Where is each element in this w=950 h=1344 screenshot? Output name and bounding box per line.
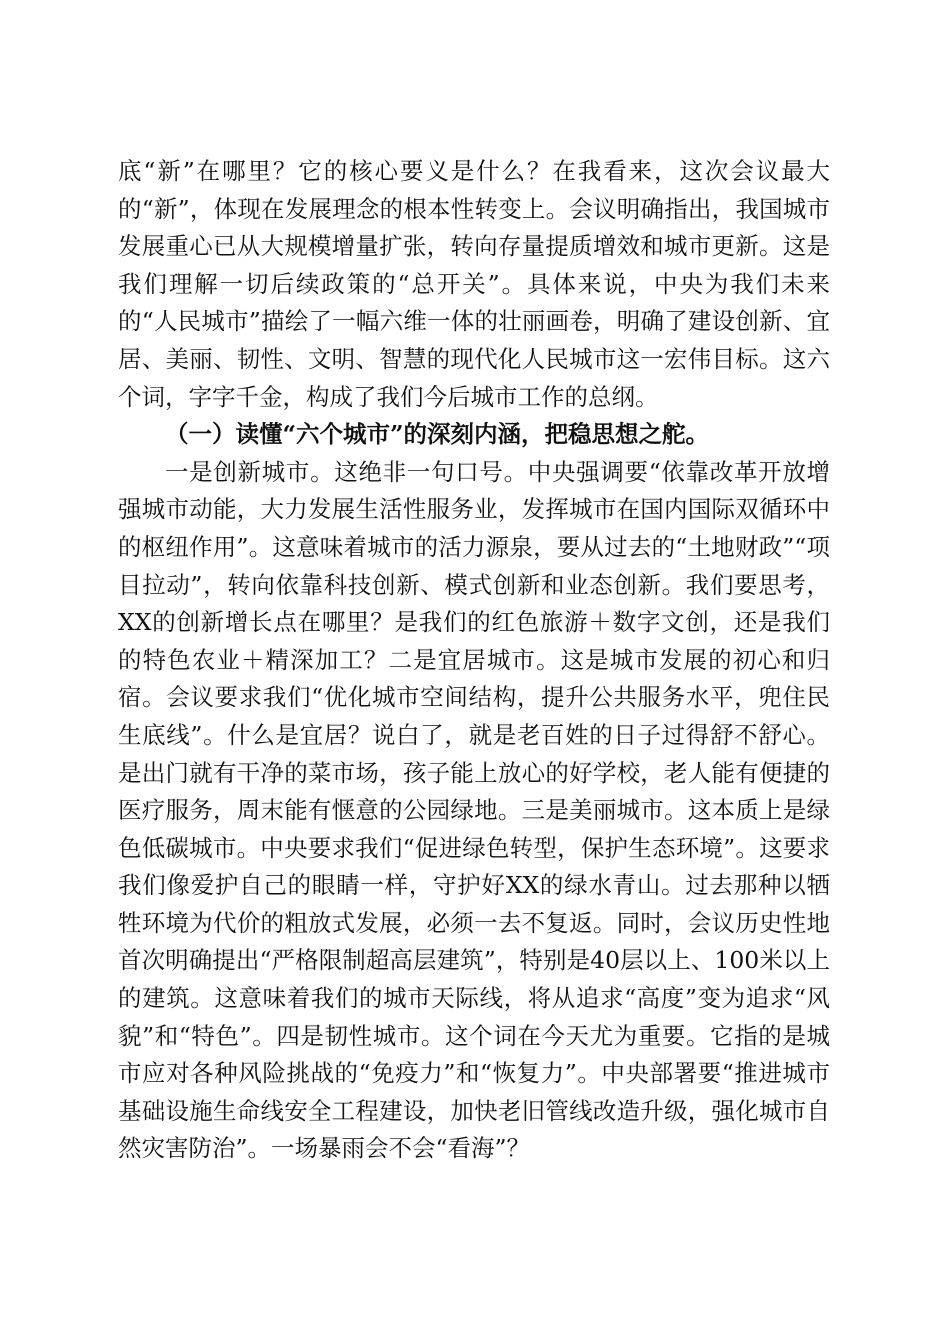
document-body [118,153,830,1168]
paragraph-intro: 底“新”在哪里？它的核心要义是什么？在我看来，这次会议最大的“新”，体现在发展理念的根本性转变上。会议明确指出，我国城市发展重心已从大规模增量扩张，转向存量提质增效和城市更新。这是我们理解一切后续政策的“总开关”。具体来说，中央为我们未来的“人民城市”描绘了一幅六维一体的壮丽画卷，明确了建设创新、宜居、美丽、韧性、文明、智慧的现代化人民城市这一宏伟目标。这六个词，字字千金，构成了我们今后城市工作的总纲。 [118,157,830,411]
section-heading: （一）读懂“六个城市”的深刻内涵，把稳思想之舵。 [165,420,710,449]
paragraph-six-cities: 一是创新城市。这绝非一句口号。中央强调要“依靠改革开放增强城市动能，大力发展生活性服务业，发挥城市在国内国际双循环中的枢纽作用”。这意味着城市的活力源泉，要从过去的“土地财政”“项目拉动”，转向依靠科技创新、模式创新和业态创新。我们要思考，XX的创新增长点在哪里？是我们的红色旅游＋数字文创，还是我们的特色农业＋精深加工？二是宜居城市。这是城市发展的初心和归宿。会议要求我们“优化城市空间结构，提升公共服务水平，兜住民生底线”。什么是宜居？说白了，就是老百姓的日子过得舒不舒心。是出门就有干净的菜市场，孩子能上放心的好学校，老人能有便捷的医疗服务，周末能有惬意的公园绿地。三是美丽城市。这本质上是绿色低碳城市。中央要求我们“促进绿色转型，保护生态环境”。这要求我们像爱护自己的眼睛一样，守护好XX的绿水青山。过去那种以牺牲环境为代价的粗放式发展，必须一去不复返。同时，会议历史性地首次明确提出“严格限制超高层建筑”，特别是40层以上、100米以上的建筑。这意味着我们的城市天际线，将从追求“高度”变为追求“风貌”和“特色”。四是韧性城市。这个词在今天尤为重要。它指的是城市应对各种风险挑战的“免疫力”和“恢复力”。中央部署要“推进城市基础设施生命线安全工程建设，加快老旧管线改造升级，强化城市自然灾害防治”。一场暴雨会不会“看海”？ [118,457,830,1163]
